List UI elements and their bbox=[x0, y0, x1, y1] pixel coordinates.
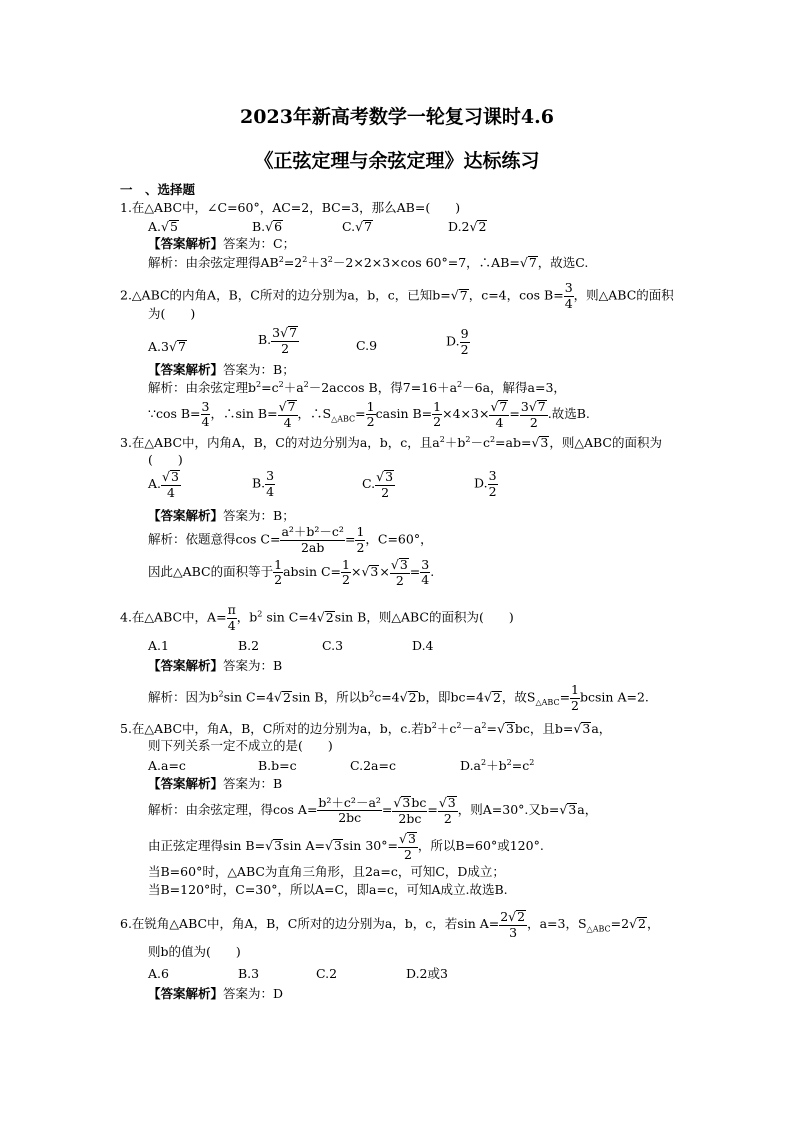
q4-stem: 4.在△ABC中，A= $\frac{\pi}{4}$ ，$b^2$ sin C=4√2sin B，则△ABC的面积为( ) bbox=[120, 602, 514, 633]
q3-option-d: D. $\frac{3}{2}$ bbox=[474, 468, 497, 499]
q6-option-c: C.2 bbox=[316, 966, 338, 981]
q5-explanation-3: 当B=60°时，△ABC为直角三角形，且2a=c，可知C，D成立； bbox=[148, 864, 505, 879]
q5-explanation-1: 解析：由余弦定理，得cos A= $\frac{\text{b²＋c²－a²}}{2bc}$ = $\frac{√3bc}{2bc}$ = $\frac{√3}{2}$ ，则A=30°.又b=√3a， bbox=[148, 794, 598, 826]
q2-option-c: C.9 bbox=[356, 338, 378, 353]
q1-option-d: D.2√2 bbox=[448, 219, 487, 234]
q3-explanation-1: 解析：依题意得cos C= $\frac{\text{a²＋b²－c²}}{2ab}$ = $\frac{1}{2}$ ，C=60°， bbox=[148, 524, 433, 555]
q1-stem: 1.在△ABC中，∠C=60°，AC=2，BC=3，那么AB=( ) bbox=[120, 200, 461, 215]
document-subtitle: 《正弦定理与余弦定理》达标练习 bbox=[254, 150, 540, 172]
q2-option-d: D. $\frac{9}{2}$ bbox=[446, 326, 469, 357]
q3-explanation-2: 因此△ABC的面积等于 $\frac{1}{2}$ absin C= $\frac{1}{2}$ ×√3× $\frac{√3}{2}$ = $\frac{3}{4}$ . bbox=[148, 556, 435, 588]
q3-option-c: C. $\frac{√3}{2}$ bbox=[362, 469, 394, 500]
q4-explanation: 解析：因为$b^2\sin$ C=4√2sin B，所以$b^2c=4√2b$，即bc=4√2，故$S_{\triangle ABC}=$ $\frac{1}{2}$ bcsin A=2. bbox=[148, 682, 649, 713]
q6-option-b: B.3 bbox=[238, 966, 260, 981]
q5-option-c: C.2a=c bbox=[350, 758, 396, 773]
document-title: 2023年新高考数学一轮复习课时4.6 bbox=[240, 106, 554, 128]
q5-explanation-2: 由正弦定理得sin B=√3sin A=√3sin 30°= $\frac{√3}{2}$ ，所以B=60°或120°. bbox=[148, 831, 544, 862]
q2-explanation-1: 解析：由余弦定理$b^2=c^2+a^2-2accos$ B，得$7=16+a^2-6a$，解得a=3， bbox=[148, 379, 566, 395]
q6-option-a: A.6 bbox=[148, 966, 169, 981]
q5-stem-line2: 则下列关系一定不成立的是( ) bbox=[148, 738, 333, 753]
q2-answer: 【答案解析】答案为：B； bbox=[148, 362, 295, 377]
q5-explanation-4: 当B=120°时，C=30°，所以A=C，即a=c，可知A成立.故选B. bbox=[148, 882, 508, 897]
q4-option-b: B.2 bbox=[238, 638, 260, 653]
q5-option-b: B.b=c bbox=[258, 758, 297, 773]
q2-option-b: B. $\frac{3√7}{2}$ bbox=[258, 325, 298, 356]
q1-option-b: B.√6 bbox=[252, 219, 283, 234]
q5-stem: 5.在△ABC中，角A，B，C所对的边分别为a，b，c.若$b^2+c^2-a^2=√3bc$，且b=√3a， bbox=[120, 720, 612, 736]
q6-stem: 6.在锐角△ABC中，角A，B，C所对的边分别为a，b，c，若sin A= $\frac{2√2}{3}$ ，a=3，$S_{\triangle ABC}=2√2$， bbox=[120, 909, 660, 940]
q2-explanation-2: ∵cos B= $\frac{3}{4}$ ，∴sin B= $\frac{√7}{4}$ ，$\therefore S_{\triangle ABC}=$ $\frac{1}{2}$ casin B= $\frac{1}{2}$ ×4×3× $\frac{√7}{4}$ = $\frac{3√7}{2}$ .故选B. bbox=[148, 398, 590, 430]
q4-option-c: C.3 bbox=[322, 638, 344, 653]
q6-answer: 【答案解析】答案为：D bbox=[148, 986, 284, 1001]
q1-option-c: C.√7 bbox=[342, 219, 373, 234]
q1-option-a: A.√5 bbox=[148, 219, 178, 234]
q6-option-d: D.2或3 bbox=[406, 966, 448, 981]
q3-option-b: B. $\frac{3}{4}$ bbox=[252, 468, 275, 499]
q1-answer: 【答案解析】答案为：C； bbox=[148, 236, 296, 251]
q3-option-a: A. $\frac{√3}{4}$ bbox=[148, 469, 179, 500]
q3-answer: 【答案解析】答案为：B； bbox=[148, 508, 295, 523]
q4-option-a: A.1 bbox=[148, 638, 169, 653]
q3-stem: 3.在△ABC中，内角A，B，C的对边分别为a，b，c，且$a^2+b^2-c^2=ab=√3$，则△ABC的面积为 bbox=[120, 434, 662, 450]
q1-explanation: 解析：由余弦定理得$AB^2=2^2+3^2-2\times 2\times 3\times\cos$ 60°=7，∴AB=√7，故选C. bbox=[148, 254, 589, 270]
q5-answer: 【答案解析】答案为：B bbox=[148, 776, 283, 791]
q4-answer: 【答案解析】答案为：B bbox=[148, 658, 283, 673]
section-heading: 一 、选择题 bbox=[120, 182, 196, 197]
q3-stem-line2: ( ) bbox=[148, 452, 183, 467]
q5-option-a: A.a=c bbox=[148, 758, 186, 773]
q6-stem-line2: 则b的值为( ) bbox=[148, 944, 241, 959]
q2-stem: 2.△ABC的内角A，B，C所对的边分别为a，b，c，已知b=√7，c=4，cos B= $\frac{3}{4}$ ，则△ABC的面积 bbox=[120, 280, 674, 311]
q2-option-a: A.3√7 bbox=[148, 339, 186, 354]
q2-stem-line2: 为( ) bbox=[148, 306, 196, 321]
q4-option-d: D.4 bbox=[412, 638, 434, 653]
q5-option-d: $D.a^2+b^2=c^2$ bbox=[460, 757, 535, 773]
